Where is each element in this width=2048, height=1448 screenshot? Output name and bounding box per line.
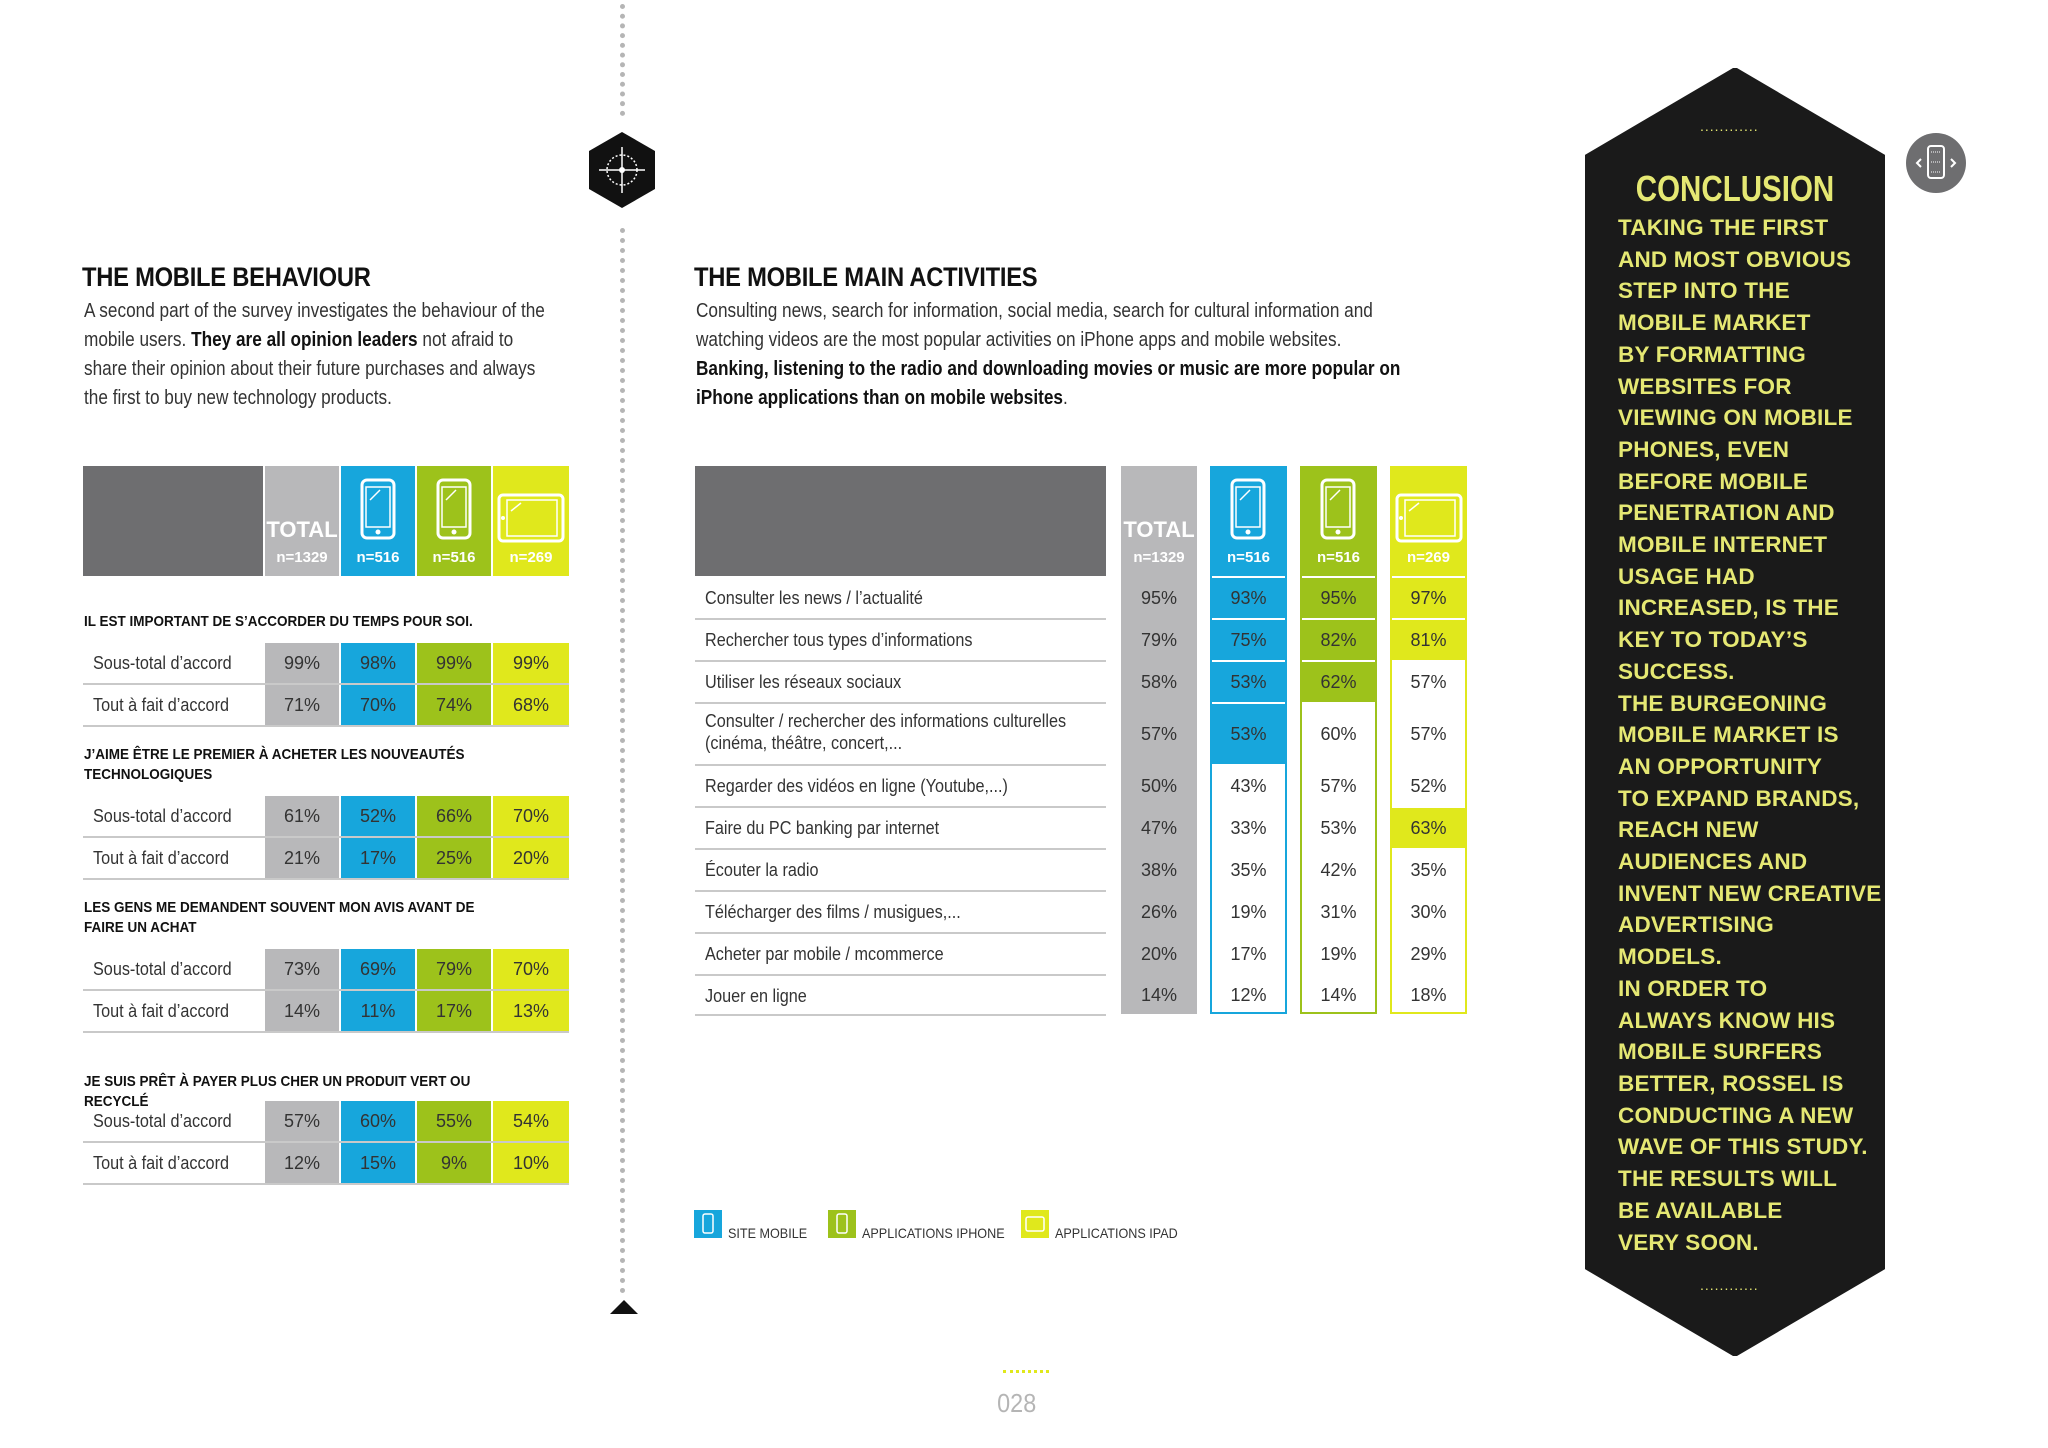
table-row (695, 892, 1106, 934)
legend-applications-ipad: APPLICATIONS IPAD (1055, 1225, 1178, 1241)
value-cell: 55% (417, 1101, 491, 1141)
value-cell: 98% (341, 643, 415, 683)
value-cell: 38% (1140, 860, 1178, 880)
activity-label-line: Écouter la radio (705, 860, 819, 880)
activity-label-line: Regarder des vidéos en ligne (Youtube,...) (705, 776, 1008, 796)
value-cell: 57% (1320, 776, 1357, 796)
value-cell: 63% (1390, 808, 1467, 848)
conclusion-title: CONCLUSION (1635, 168, 1835, 209)
activity-label-line: Consulter / rechercher des informations culturelles (705, 711, 1067, 731)
activity-label-line: Jouer en ligne (705, 986, 807, 1006)
conclusion-line: MOBILE MARKET IS (1618, 722, 1839, 748)
left-header-n-total: n=1329 (276, 549, 328, 566)
conclusion-line: AUDIENCES AND (1618, 849, 1808, 875)
mobile-activities-title: THE MOBILE MAIN ACTIVITIES (694, 262, 1038, 292)
value-cell: 35% (1230, 860, 1267, 880)
conclusion-line: TO EXPAND BRANDS, (1618, 785, 1860, 811)
value-cell: 57% (265, 1101, 339, 1141)
value-cell: 79% (1140, 630, 1178, 650)
value-cell: 25% (417, 838, 491, 878)
conclusion-line: AND MOST OBVIOUS (1618, 246, 1852, 272)
value-cell: 61% (265, 796, 339, 836)
conclusion-line: INVENT NEW CREATIVE (1618, 880, 1882, 906)
question-title: LES GENS ME DEMANDENT SOUVENT MON AVIS AVANT DE FAIRE UN ACHAT (84, 899, 475, 936)
mobile-behaviour-intro: A second part of the survey investigates the behaviour of the mobile users. They are all opinion leaders not afraid to share their opinion about their future purchases and always the first to buy new technology products. (84, 300, 545, 409)
value-cell: 18% (1410, 985, 1447, 1005)
value-cell: 14% (1140, 985, 1178, 1005)
row-label: Sous-total d’accord (93, 806, 232, 826)
value-cell: 30% (1410, 902, 1447, 922)
table-row (695, 662, 1106, 704)
right-header-n-blue: n=516 (1227, 549, 1270, 566)
value-cell: 74% (417, 685, 491, 725)
conclusion-line: WEBSITES FOR (1618, 373, 1792, 399)
value-cell: 57% (1410, 724, 1447, 744)
conclusion-line: THE RESULTS WILL (1618, 1166, 1838, 1192)
question-title: J’AIME ÊTRE LE PREMIER À ACHETER LES NOUVEAUTÉS TECHNOLOGIQUES (84, 746, 465, 783)
value-cell: 12% (1230, 985, 1267, 1005)
value-cell: 26% (1140, 902, 1178, 922)
conclusion-line: THE BURGEONING (1618, 690, 1828, 716)
legend-site-mobile: SITE MOBILE (728, 1225, 808, 1241)
value-cell: 19% (1230, 902, 1267, 922)
activity-label (705, 671, 901, 693)
value-cell: 10% (493, 1143, 569, 1183)
scroll-up-arrow-icon[interactable] (610, 1300, 638, 1314)
activity-label (705, 985, 807, 1007)
value-cell: 50% (1140, 776, 1178, 796)
table-row (83, 838, 569, 880)
value-cell: 70% (341, 685, 415, 725)
activity-label-line: Faire du PC banking par internet (705, 818, 940, 838)
table-row (695, 976, 1106, 1016)
value-cell: 19% (1320, 944, 1357, 964)
conclusion-line: MOBILE MARKET (1618, 310, 1811, 336)
table-row (695, 850, 1106, 892)
row-label: Tout à fait d’accord (93, 1001, 229, 1021)
conclusion-line: MOBILE SURFERS (1618, 1039, 1823, 1065)
row-label: Tout à fait d’accord (93, 848, 229, 868)
value-cell: 20% (493, 838, 569, 878)
table-row (695, 934, 1106, 976)
row-label: Tout à fait d’accord (93, 695, 229, 715)
value-cell: 29% (1410, 944, 1447, 964)
conclusion-line: PENETRATION AND (1618, 500, 1835, 526)
row-label: Tout à fait d’accord (93, 1153, 229, 1173)
activity-label-line: Acheter par mobile / mcommerce (705, 944, 944, 964)
value-cell: 99% (493, 643, 569, 683)
value-cell: 17% (1230, 944, 1267, 964)
iphone-app-icon (436, 478, 472, 540)
activity-label (705, 943, 944, 965)
value-cell: 54% (493, 1101, 569, 1141)
activity-label (705, 901, 961, 923)
value-cell: 13% (493, 991, 569, 1031)
conclusion-line: PHONES, EVEN (1618, 436, 1790, 462)
activity-label (705, 710, 1066, 754)
value-cell: 11% (341, 991, 415, 1031)
activity-label (705, 629, 972, 651)
mobile-behaviour-title: THE MOBILE BEHAVIOUR (82, 262, 371, 292)
row-label: Sous-total d’accord (93, 1111, 232, 1131)
ipad-app-icon (497, 493, 565, 543)
value-cell: 58% (1140, 672, 1178, 692)
value-cell: 57% (1410, 672, 1447, 692)
conclusion-line: USAGE HAD (1618, 563, 1755, 589)
table-row (83, 949, 569, 991)
conclusion-line: KEY TO TODAY’S (1618, 627, 1808, 653)
divider-top-dots (620, 4, 625, 116)
value-cell: 12% (265, 1143, 339, 1183)
value-cell: 60% (341, 1101, 415, 1141)
value-cell: 95% (1300, 578, 1377, 618)
conclusion-line: ALWAYS KNOW HIS (1618, 1007, 1836, 1033)
value-cell: 21% (265, 838, 339, 878)
activity-label-line: Consulter les news / l’actualité (705, 588, 923, 608)
phone-circle-icon[interactable] (1906, 133, 1966, 193)
activity-label-line: Utiliser les réseaux sociaux (705, 672, 902, 692)
value-cell: 14% (265, 991, 339, 1031)
target-icon (587, 131, 657, 209)
conclusion-line: BEFORE MOBILE (1618, 468, 1809, 494)
table-row (695, 808, 1106, 850)
conclusion-line: WAVE OF THIS STUDY. (1618, 1134, 1868, 1160)
value-cell: 73% (265, 949, 339, 989)
value-cell: 97% (1390, 578, 1467, 618)
value-cell: 60% (1320, 724, 1357, 744)
left-header-n-blue: n=516 (356, 549, 400, 566)
value-cell: 17% (341, 838, 415, 878)
question-title: IL EST IMPORTANT DE S’ACCORDER DU TEMPS POUR SOI. (84, 613, 473, 630)
divider-bottom-dots (620, 228, 625, 1294)
value-cell: 95% (1140, 588, 1178, 608)
value-cell: 53% (1320, 818, 1357, 838)
activity-label-line: Télécharger des films / musigues,... (705, 902, 961, 922)
conclusion-top-dots: ............ (1700, 118, 1759, 134)
iphone-app-icon (1320, 478, 1356, 540)
value-cell: 9% (417, 1143, 491, 1183)
mobile-activities-intro: Consulting news, search for information, social media, search for cultural information and watching videos are the most popular activities on iPhone apps and mobile websites. Banking, listening to the radio and downloading movies or music are more popular on iPhone applications than on mobile websites. (696, 300, 1401, 409)
iphone-legend-icon (828, 1210, 856, 1238)
conclusion-line: REACH NEW (1618, 817, 1759, 843)
value-cell: 43% (1230, 776, 1267, 796)
value-cell: 70% (493, 796, 569, 836)
value-cell: 99% (417, 643, 491, 683)
value-cell: 33% (1230, 818, 1267, 838)
right-header-total-label: TOTAL (1123, 517, 1195, 542)
conclusion-line: VERY SOON. (1618, 1229, 1759, 1255)
right-header-n-yellow: n=269 (1407, 549, 1450, 566)
conclusion-text (1618, 212, 1888, 1258)
conclusion-line: BE AVAILABLE (1618, 1197, 1783, 1223)
value-cell: 17% (417, 991, 491, 1031)
phone-icon (1230, 478, 1266, 540)
value-cell: 82% (1300, 620, 1377, 660)
ipad-legend-icon (1021, 1210, 1049, 1238)
conclusion-line: MODELS. (1618, 944, 1722, 970)
value-cell: 20% (1140, 944, 1178, 964)
table-row (695, 704, 1106, 766)
activity-label (705, 859, 818, 881)
conclusion-line: INCREASED, IS THE (1618, 595, 1839, 621)
value-cell: 47% (1140, 818, 1178, 838)
value-cell: 93% (1210, 578, 1287, 618)
page-number: 028 (997, 1388, 1037, 1418)
table-row (83, 685, 569, 727)
table-row (695, 620, 1106, 662)
right-header-n-green: n=516 (1317, 549, 1360, 566)
value-cell: 57% (1140, 724, 1178, 744)
value-cell: 53% (1210, 704, 1287, 764)
conclusion-line: SUCCESS. (1618, 658, 1735, 684)
table-row (83, 1143, 569, 1185)
conclusion-line: AN OPPORTUNITY (1618, 753, 1823, 779)
table-row (695, 578, 1106, 620)
phone-icon (360, 478, 396, 540)
table-row (695, 766, 1106, 808)
conclusion-line: BETTER, ROSSEL IS (1618, 1070, 1844, 1096)
table-row (83, 991, 569, 1033)
value-cell: 99% (265, 643, 339, 683)
conclusion-line: BY FORMATTING (1618, 341, 1807, 367)
table-row (83, 796, 569, 838)
right-header-n-total: n=1329 (1133, 549, 1185, 566)
value-cell: 14% (1320, 985, 1357, 1005)
value-cell: 81% (1390, 620, 1467, 660)
value-cell: 62% (1300, 662, 1377, 702)
legend-applications-iphone: APPLICATIONS IPHONE (862, 1225, 1005, 1241)
ipad-app-icon (1395, 493, 1463, 543)
page-number-dots (1003, 1370, 1049, 1373)
conclusion-line: VIEWING ON MOBILE (1618, 405, 1853, 431)
site-mobile-legend-icon (694, 1210, 722, 1238)
value-cell: 68% (493, 685, 569, 725)
value-cell: 75% (1210, 620, 1287, 660)
row-label: Sous-total d’accord (93, 959, 232, 979)
left-table-header-blank (83, 466, 263, 576)
value-cell: 53% (1210, 662, 1287, 702)
value-cell: 15% (341, 1143, 415, 1183)
value-cell: 71% (265, 685, 339, 725)
left-header-n-green: n=516 (432, 549, 476, 566)
value-cell: 31% (1320, 902, 1357, 922)
value-cell: 35% (1410, 860, 1447, 880)
value-cell: 70% (493, 949, 569, 989)
conclusion-line: STEP INTO THE (1618, 278, 1790, 304)
value-cell: 66% (417, 796, 491, 836)
value-cell: 42% (1320, 860, 1357, 880)
conclusion-line: CONDUCTING A NEW (1618, 1102, 1854, 1128)
table-row (83, 643, 569, 685)
activity-label (705, 587, 923, 609)
left-header-n-yellow: n=269 (509, 549, 553, 566)
value-cell: 69% (341, 949, 415, 989)
activity-label-line: Rechercher tous types d’informations (705, 630, 973, 650)
row-label: Sous-total d’accord (93, 653, 232, 673)
conclusion-bottom-dots: ............ (1700, 1277, 1759, 1293)
conclusion-line: TAKING THE FIRST (1618, 215, 1829, 240)
activity-label (705, 775, 1008, 797)
value-cell: 79% (417, 949, 491, 989)
conclusion-line: ADVERTISING (1618, 912, 1774, 938)
value-cell: 52% (341, 796, 415, 836)
activity-label-line: (cinéma, théâtre, concert,... (705, 733, 903, 753)
table-row (83, 1101, 569, 1143)
left-header-total-label: TOTAL (266, 517, 338, 542)
activity-label (705, 817, 939, 839)
conclusion-line: IN ORDER TO (1618, 975, 1768, 1001)
value-cell: 52% (1410, 776, 1447, 796)
question-title: JE SUIS PRÊT À PAYER PLUS CHER UN PRODUIT VERT OU RECYCLÉ (84, 1073, 471, 1110)
right-table-header-blank (695, 466, 1106, 576)
conclusion-line: MOBILE INTERNET (1618, 532, 1828, 558)
